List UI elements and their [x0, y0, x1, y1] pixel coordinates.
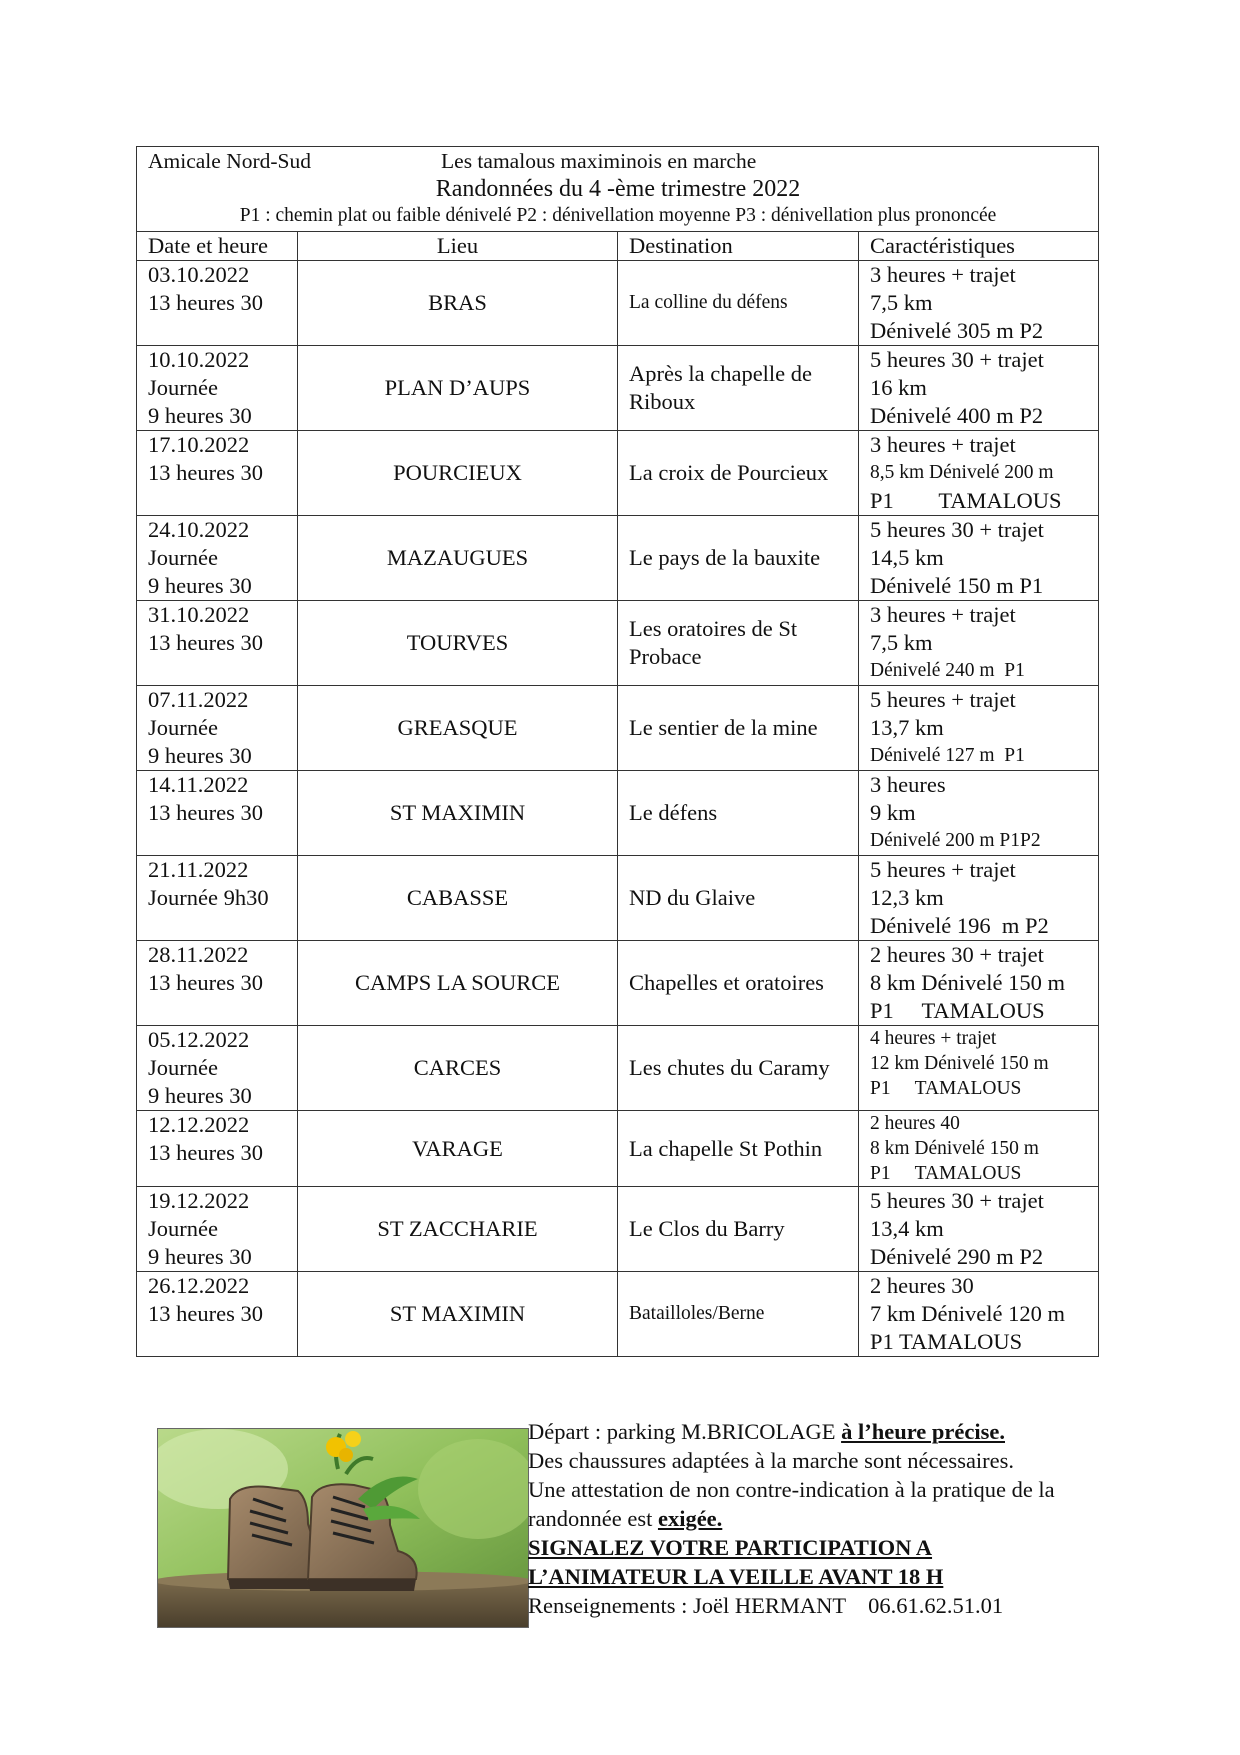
cell-caracteristiques [859, 1187, 1099, 1272]
cell-caracteristiques [859, 1026, 1099, 1111]
cell-date [137, 1111, 298, 1187]
table-row [137, 516, 1099, 601]
caracteristique-line: P1 TAMALOUS [870, 1078, 1022, 1099]
cell-lieu: GREASQUE [298, 686, 618, 771]
table-row [137, 1272, 1099, 1357]
column-header-caracteristiques: Caractéristiques [859, 232, 1099, 261]
date-line: 13 heures 30 [148, 630, 263, 655]
cell-destination: La croix de Pourcieux [618, 431, 859, 516]
cell-date [137, 601, 298, 686]
caracteristique-line: Dénivelé 196 m P2 [870, 913, 1049, 938]
caracteristique-line: 7 km Dénivelé 120 m [870, 1301, 1065, 1326]
date-line: 31.10.2022 [148, 602, 250, 627]
table-row [137, 686, 1099, 771]
caracteristique-line: Dénivelé 200 m P1P2 [870, 830, 1041, 851]
table-row [137, 1026, 1099, 1111]
page-title: Randonnées du 4 -ème trimestre 2022 [435, 176, 801, 202]
cell-date [137, 516, 298, 601]
cell-date [137, 856, 298, 941]
caracteristique-line: 14,5 km [870, 545, 944, 570]
table-row [137, 771, 1099, 856]
cell-lieu: PLAN D’AUPS [298, 346, 618, 431]
date-line: 9 heures 30 [148, 743, 252, 768]
caracteristique-line: 9 km [870, 800, 916, 825]
table-row [137, 431, 1099, 516]
cell-lieu: TOURVES [298, 601, 618, 686]
cell-date [137, 771, 298, 856]
cell-lieu: MAZAUGUES [298, 516, 618, 601]
caracteristique-line: P1 TAMALOUS [870, 1329, 1023, 1354]
cell-caracteristiques [859, 771, 1099, 856]
cell-date [137, 1187, 298, 1272]
date-line: Journée [148, 715, 218, 740]
cell-lieu: CARCES [298, 1026, 618, 1111]
date-line: 9 heures 30 [148, 403, 252, 428]
caracteristique-line: 3 heures [870, 772, 946, 797]
caracteristique-line: 13,7 km [870, 715, 944, 740]
caracteristique-line: 12,3 km [870, 885, 944, 910]
date-line: 14.11.2022 [148, 772, 249, 797]
table-row [137, 601, 1099, 686]
cell-date [137, 941, 298, 1026]
caracteristique-line: Dénivelé 150 m P1 [870, 573, 1044, 598]
hiking-boots-photo [157, 1428, 529, 1628]
date-line: 9 heures 30 [148, 573, 252, 598]
date-line: 13 heures 30 [148, 970, 263, 995]
caracteristique-line: 12 km Dénivelé 150 m [870, 1053, 1049, 1074]
caracteristique-line: Dénivelé 240 m P1 [870, 660, 1025, 681]
cell-caracteristiques [859, 346, 1099, 431]
caracteristique-line: 8,5 km Dénivelé 200 m [870, 462, 1054, 483]
caracteristique-line: 5 heures + trajet [870, 687, 1016, 712]
caracteristique-line: 7,5 km [870, 630, 933, 655]
date-line: 28.11.2022 [148, 942, 249, 967]
cell-date [137, 431, 298, 516]
depart-info: Départ : parking M.BRICOLAGE à l’heure précise. [528, 1419, 1005, 1444]
cell-caracteristiques [859, 941, 1099, 1026]
caracteristique-line: Dénivelé 290 m P2 [870, 1244, 1044, 1269]
shoes-info: Des chaussures adaptées à la marche sont nécessaires. [528, 1448, 1015, 1473]
cell-caracteristiques [859, 601, 1099, 686]
date-line: Journée [148, 1055, 218, 1080]
cell-lieu: VARAGE [298, 1111, 618, 1187]
signal-line-1: SIGNALEZ VOTRE PARTICIPATION A [528, 1535, 933, 1560]
caracteristique-line: 3 heures + trajet [870, 432, 1016, 457]
depart-emphasis: à l’heure précise. [841, 1419, 1005, 1444]
cell-lieu: BRAS [298, 261, 618, 346]
caracteristique-line: 8 km Dénivelé 150 m [870, 1138, 1039, 1159]
certificate-info: Une attestation de non contre-indication à la pratique de la randonnée est exigée. [528, 1477, 1055, 1531]
column-header-destination: Destination [618, 232, 859, 261]
date-line: 13 heures 30 [148, 290, 263, 315]
certificate-emphasis: exigée. [657, 1506, 723, 1531]
cell-destination: Le défens [618, 771, 859, 856]
date-line: Journée 9h30 [148, 885, 269, 910]
date-line: 03.10.2022 [148, 262, 250, 287]
caracteristique-line: 8 km Dénivelé 150 m [870, 970, 1065, 995]
cell-destination: Le pays de la bauxite [618, 516, 859, 601]
table-row [137, 1187, 1099, 1272]
date-line: 13 heures 30 [148, 1140, 263, 1165]
practical-information [528, 1417, 1118, 1620]
schedule-table [136, 146, 1099, 1357]
caracteristique-line: P1 TAMALOUS [870, 998, 1045, 1023]
caracteristique-line: 5 heures 30 + trajet [870, 517, 1044, 542]
caracteristique-line: 13,4 km [870, 1216, 944, 1241]
cell-lieu: ST ZACCHARIE [298, 1187, 618, 1272]
cell-caracteristiques [859, 686, 1099, 771]
date-line: 07.11.2022 [148, 687, 249, 712]
caracteristique-line: 16 km [870, 375, 927, 400]
cell-destination: Chapelles et oratoires [618, 941, 859, 1026]
caracteristique-line: 3 heures + trajet [870, 262, 1016, 287]
cell-lieu: CABASSE [298, 856, 618, 941]
cell-destination: Batailloles/Berne [618, 1272, 859, 1357]
caracteristique-line: 2 heures 30 [870, 1273, 974, 1298]
caracteristique-line: 5 heures 30 + trajet [870, 1188, 1044, 1213]
caracteristique-line: P1 TAMALOUS [870, 488, 1062, 513]
cell-caracteristiques [859, 1111, 1099, 1187]
table-header-block [137, 147, 1099, 232]
cell-date [137, 1026, 298, 1111]
date-line: 9 heures 30 [148, 1083, 252, 1108]
date-line: 05.12.2022 [148, 1027, 250, 1052]
date-line: Journée [148, 375, 218, 400]
cell-destination: Après la chapelle de Riboux [618, 346, 859, 431]
caracteristique-line: Dénivelé 400 m P2 [870, 403, 1044, 428]
date-line: 10.10.2022 [148, 347, 250, 372]
caracteristique-line: 5 heures 30 + trajet [870, 347, 1044, 372]
cell-destination: La colline du défens [618, 261, 859, 346]
schedule-rows [137, 261, 1099, 1357]
cell-date [137, 261, 298, 346]
date-line: Journée [148, 1216, 218, 1241]
caracteristique-line: 2 heures 30 + trajet [870, 942, 1044, 967]
cell-lieu: ST MAXIMIN [298, 1272, 618, 1357]
cell-lieu: ST MAXIMIN [298, 771, 618, 856]
table-row [137, 1111, 1099, 1187]
table-row [137, 346, 1099, 431]
cell-caracteristiques [859, 261, 1099, 346]
date-line: 24.10.2022 [148, 517, 250, 542]
cell-lieu: CAMPS LA SOURCE [298, 941, 618, 1026]
cell-lieu: POURCIEUX [298, 431, 618, 516]
caracteristique-line: Dénivelé 127 m P1 [870, 745, 1025, 766]
column-header-lieu: Lieu [298, 232, 618, 261]
cell-date [137, 1272, 298, 1357]
caracteristique-line: 3 heures + trajet [870, 602, 1016, 627]
cell-destination: Les oratoires de St Probace [618, 601, 859, 686]
caracteristique-line: P1 TAMALOUS [870, 1163, 1022, 1184]
date-line: 13 heures 30 [148, 460, 263, 485]
difficulty-legend: P1 : chemin plat ou faible dénivelé P2 : dénivellation moyenne P3 : dénivellation plus prononcée [239, 205, 997, 226]
date-line: 9 heures 30 [148, 1244, 252, 1269]
caracteristique-line: Dénivelé 305 m P2 [870, 318, 1044, 343]
group-name: Les tamalous maximinois en marche [441, 149, 757, 173]
cell-caracteristiques [859, 1272, 1099, 1357]
caracteristique-line: 7,5 km [870, 290, 933, 315]
organisation-name: Amicale Nord-Sud [148, 149, 312, 173]
column-header-date: Date et heure [137, 232, 298, 261]
date-line: 17.10.2022 [148, 432, 250, 457]
column-header-row [137, 232, 1099, 261]
table-row [137, 261, 1099, 346]
table-row [137, 856, 1099, 941]
caracteristique-line: 4 heures + trajet [870, 1028, 997, 1049]
date-line: 12.12.2022 [148, 1112, 250, 1137]
cell-caracteristiques [859, 516, 1099, 601]
cell-caracteristiques [859, 856, 1099, 941]
date-line: 21.11.2022 [148, 857, 249, 882]
caracteristique-line: 5 heures + trajet [870, 857, 1016, 882]
hiking-boots-with-flower-icon [158, 1429, 528, 1627]
date-line: 19.12.2022 [148, 1188, 250, 1213]
cell-destination: ND du Glaive [618, 856, 859, 941]
cell-destination: Les chutes du Caramy [618, 1026, 859, 1111]
cell-destination: Le Clos du Barry [618, 1187, 859, 1272]
contact-info: Renseignements : Joël HERMANT 06.61.62.51.01 [528, 1593, 1004, 1618]
cell-caracteristiques [859, 431, 1099, 516]
date-line: 13 heures 30 [148, 1301, 263, 1326]
signal-line-2: L’ANIMATEUR LA VEILLE AVANT 18 H [528, 1564, 944, 1589]
caracteristique-line: 2 heures 40 [870, 1113, 960, 1134]
cell-date [137, 346, 298, 431]
cell-destination: La chapelle St Pothin [618, 1111, 859, 1187]
date-line: 13 heures 30 [148, 800, 263, 825]
table-row [137, 941, 1099, 1026]
date-line: Journée [148, 545, 218, 570]
cell-date [137, 686, 298, 771]
date-line: 26.12.2022 [148, 1273, 250, 1298]
cell-destination: Le sentier de la mine [618, 686, 859, 771]
